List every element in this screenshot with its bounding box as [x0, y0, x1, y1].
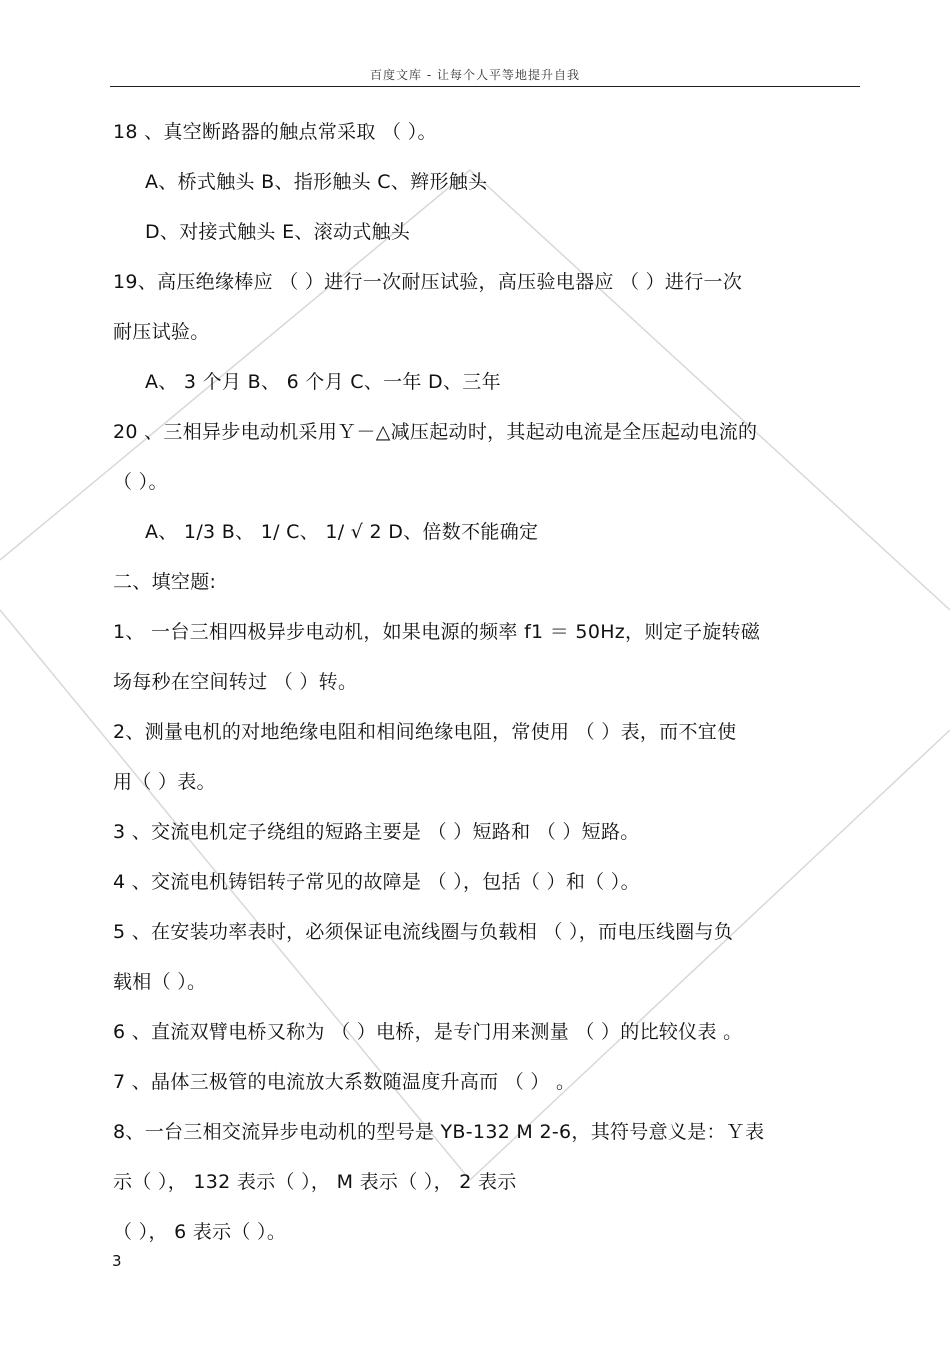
- text-line: 4 、交流电机铸铝转子常见的故障是 （ ），包括（ ）和（ ）。: [113, 871, 640, 893]
- text-line: 8、一台三相交流异步电动机的型号是 YB-132 M 2-6，其符号意义是：Ｙ表: [113, 1121, 765, 1143]
- text-line: 二、填空题:: [113, 571, 217, 593]
- text-line: （ ）。: [113, 471, 168, 493]
- text-line: A、 3 个月 B、 6 个月 C、一年 D、三年: [145, 371, 501, 393]
- page-number: 3: [112, 1252, 122, 1270]
- page-header: 百度文库 - 让每个人平等地提升自我: [370, 68, 580, 82]
- text-line: 载相（ ）。: [113, 971, 207, 993]
- text-line: A、 1/3 B、 1/ C、 1/ √ 2 D、倍数不能确定: [145, 521, 539, 543]
- text-line: （ ）， 6 表示（ ）。: [113, 1221, 287, 1243]
- text-line: 19、高压绝缘棒应 （ ）进行一次耐压试验，高压验电器应 （ ）进行一次: [113, 271, 743, 293]
- text-line: A、桥式触头 B、指形触头 C、辫形触头: [145, 171, 488, 193]
- text-line: 示（ ）， 132 表示（ ）， M 表示（ ）， 2 表示: [113, 1171, 517, 1193]
- document-body: [113, 112, 863, 1262]
- text-line: 3 、交流电机定子绕组的短路主要是 （ ）短路和 （ ）短路。: [113, 821, 640, 843]
- text-line: 2、测量电机的对地绝缘电阻和相间绝缘电阻，常使用 （ ）表，而不宜使: [113, 721, 737, 743]
- text-line: 用（ ）表。: [113, 771, 216, 793]
- text-line: D、对接式触头 E、滚动式触头: [145, 221, 411, 243]
- text-line: 5 、在安装功率表时，必须保证电流线圈与负载相 （ ），而电压线圈与负: [113, 921, 734, 943]
- text-line: 1、 一台三相四极异步电动机，如果电源的频率 f1 ＝ 50Hz，则定子旋转磁: [113, 621, 761, 643]
- text-line: 6 、直流双臂电桥又称为 （ ）电桥，是专门用来测量 （ ）的比较仪表 。: [113, 1021, 743, 1043]
- text-line: 耐压试验。: [113, 321, 210, 343]
- header-divider: [110, 86, 860, 87]
- text-line: 场每秒在空间转过 （ ）转。: [113, 671, 358, 693]
- text-line: 20 、三相异步电动机采用Ｙ－△减压起动时，其起动电流是全压起动电流的: [113, 421, 758, 443]
- text-line: 18 、真空断路器的触点常采取 （ ）。: [113, 121, 437, 143]
- text-line: 7 、晶体三极管的电流放大系数随温度升高而 （ ） 。: [113, 1071, 576, 1093]
